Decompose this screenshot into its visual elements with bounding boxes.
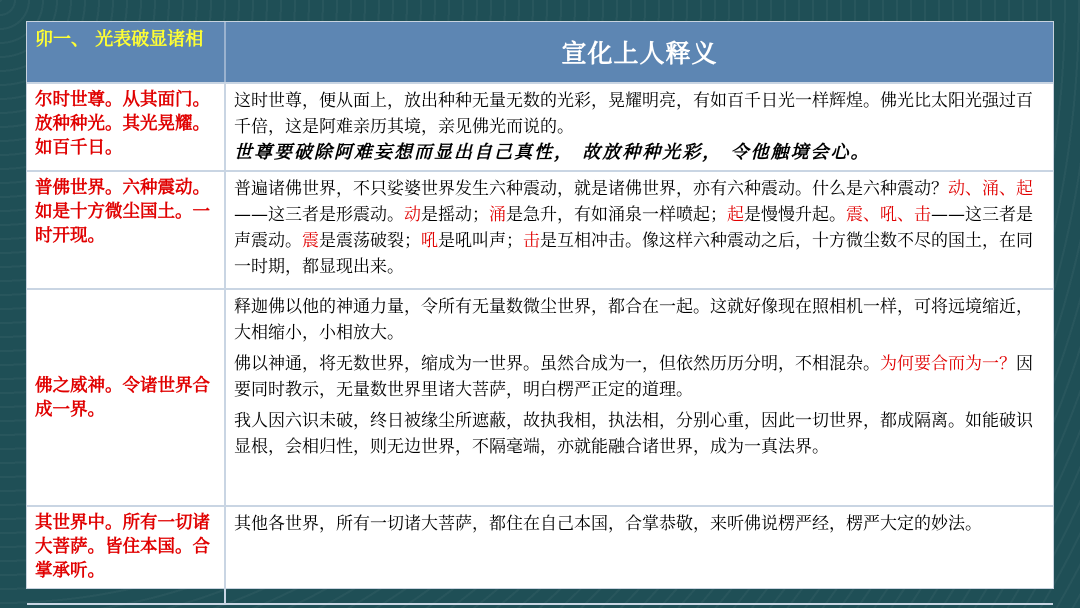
highlight-term: 震、吼、击 [846, 205, 931, 225]
highlight-term: 动、涌、起 [948, 179, 1033, 199]
table-header-row [27, 22, 1053, 83]
sutra-text: 尔时世尊。从其面门。放种种光。其光晃耀。如百千日。 [27, 83, 225, 171]
commentary-paragraph: 释迦佛以他的神通力量，令所有无量数微尘世界，都合在一起。这就好像现在照相机一样，可将远境缩近，大相缩小，小相放大。 [234, 297, 1033, 343]
commentary-table [27, 22, 1053, 605]
table-row [27, 289, 1053, 506]
highlight-term: 击 [523, 231, 540, 251]
highlight-term: 起 [727, 205, 744, 225]
commentary-title: 宣化上人释义 [225, 22, 1053, 83]
commentary-paragraph: 普遍诸佛世界，不只娑婆世界发生六种震动，就是诸佛世界，亦有六种震动。什么是六种震动？动、涌、起——这三者是形震动。动是摇动；涌是急升，有如涌泉一样喷起；起是慢慢升起。震、吼、击——这三者是声震动。震是震荡破裂；吼是吼叫声；击是互相冲击。像这样六种震动之后，十方微尘数不尽的国土，在同一时期，都显现出来。 [234, 179, 1033, 277]
highlight-term: 涌 [489, 205, 506, 225]
sutra-text: 普佛世界。六种震动。如是十方微尘国土。一时开现。 [27, 171, 225, 289]
table-row [27, 171, 1053, 289]
sutra-text: 其世界中。所有一切诸大菩萨。皆住本国。合掌承听。 [27, 506, 225, 604]
commentary-paragraph: 佛以神通，将无数世界，缩成为一世界。虽然合成为一，但依然历历分明，不相混杂。为何要合而为一？因要同时教示，无量数世界里诸大菩萨，明白楞严正定的道理。 [234, 354, 1033, 400]
sutra-text: 佛之威神。令诸世界合成一界。 [27, 289, 225, 506]
highlight-term: 吼 [421, 231, 438, 251]
highlight-question: 为何要合而为一？ [880, 354, 1016, 374]
commentary-text [225, 171, 1053, 289]
highlight-term: 震 [302, 231, 319, 251]
commentary-paragraph: 我人因六识未破，终日被缘尘所遮蔽，故执我相，执法相，分别心重，因此一切世界，都成隔离。如能破识显根，会相归性，则无边世界，不隔毫端，亦就能融合诸世界，成为一真法界。 [234, 411, 1033, 457]
commentary-text [225, 289, 1053, 506]
commentary-text [225, 83, 1053, 171]
table-row [27, 506, 1053, 604]
commentary-text [225, 506, 1053, 604]
commentary-table-container [27, 22, 1053, 588]
calligraphy-note: 世尊要破除阿难妄想而显出自己真性， 故放种种光彩， 令他触境会心。 [234, 142, 871, 163]
commentary-paragraph: 这时世尊，便从面上，放出种种无量无数的光彩，晃耀明亮，有如百千日光一样辉煌。佛光比太阳光强过百千倍，这是阿难亲历其境，亲见佛光而说的。 [234, 91, 1033, 137]
highlight-term: 动 [404, 205, 421, 225]
table-row [27, 83, 1053, 171]
commentary-paragraph: 其他各世界，所有一切诸大菩萨，都住在自己本国，合掌恭敬，来听佛说楞严经，楞严大定的妙法。 [234, 514, 982, 534]
section-title: 卯一、 光表破显诸相 [27, 22, 225, 83]
